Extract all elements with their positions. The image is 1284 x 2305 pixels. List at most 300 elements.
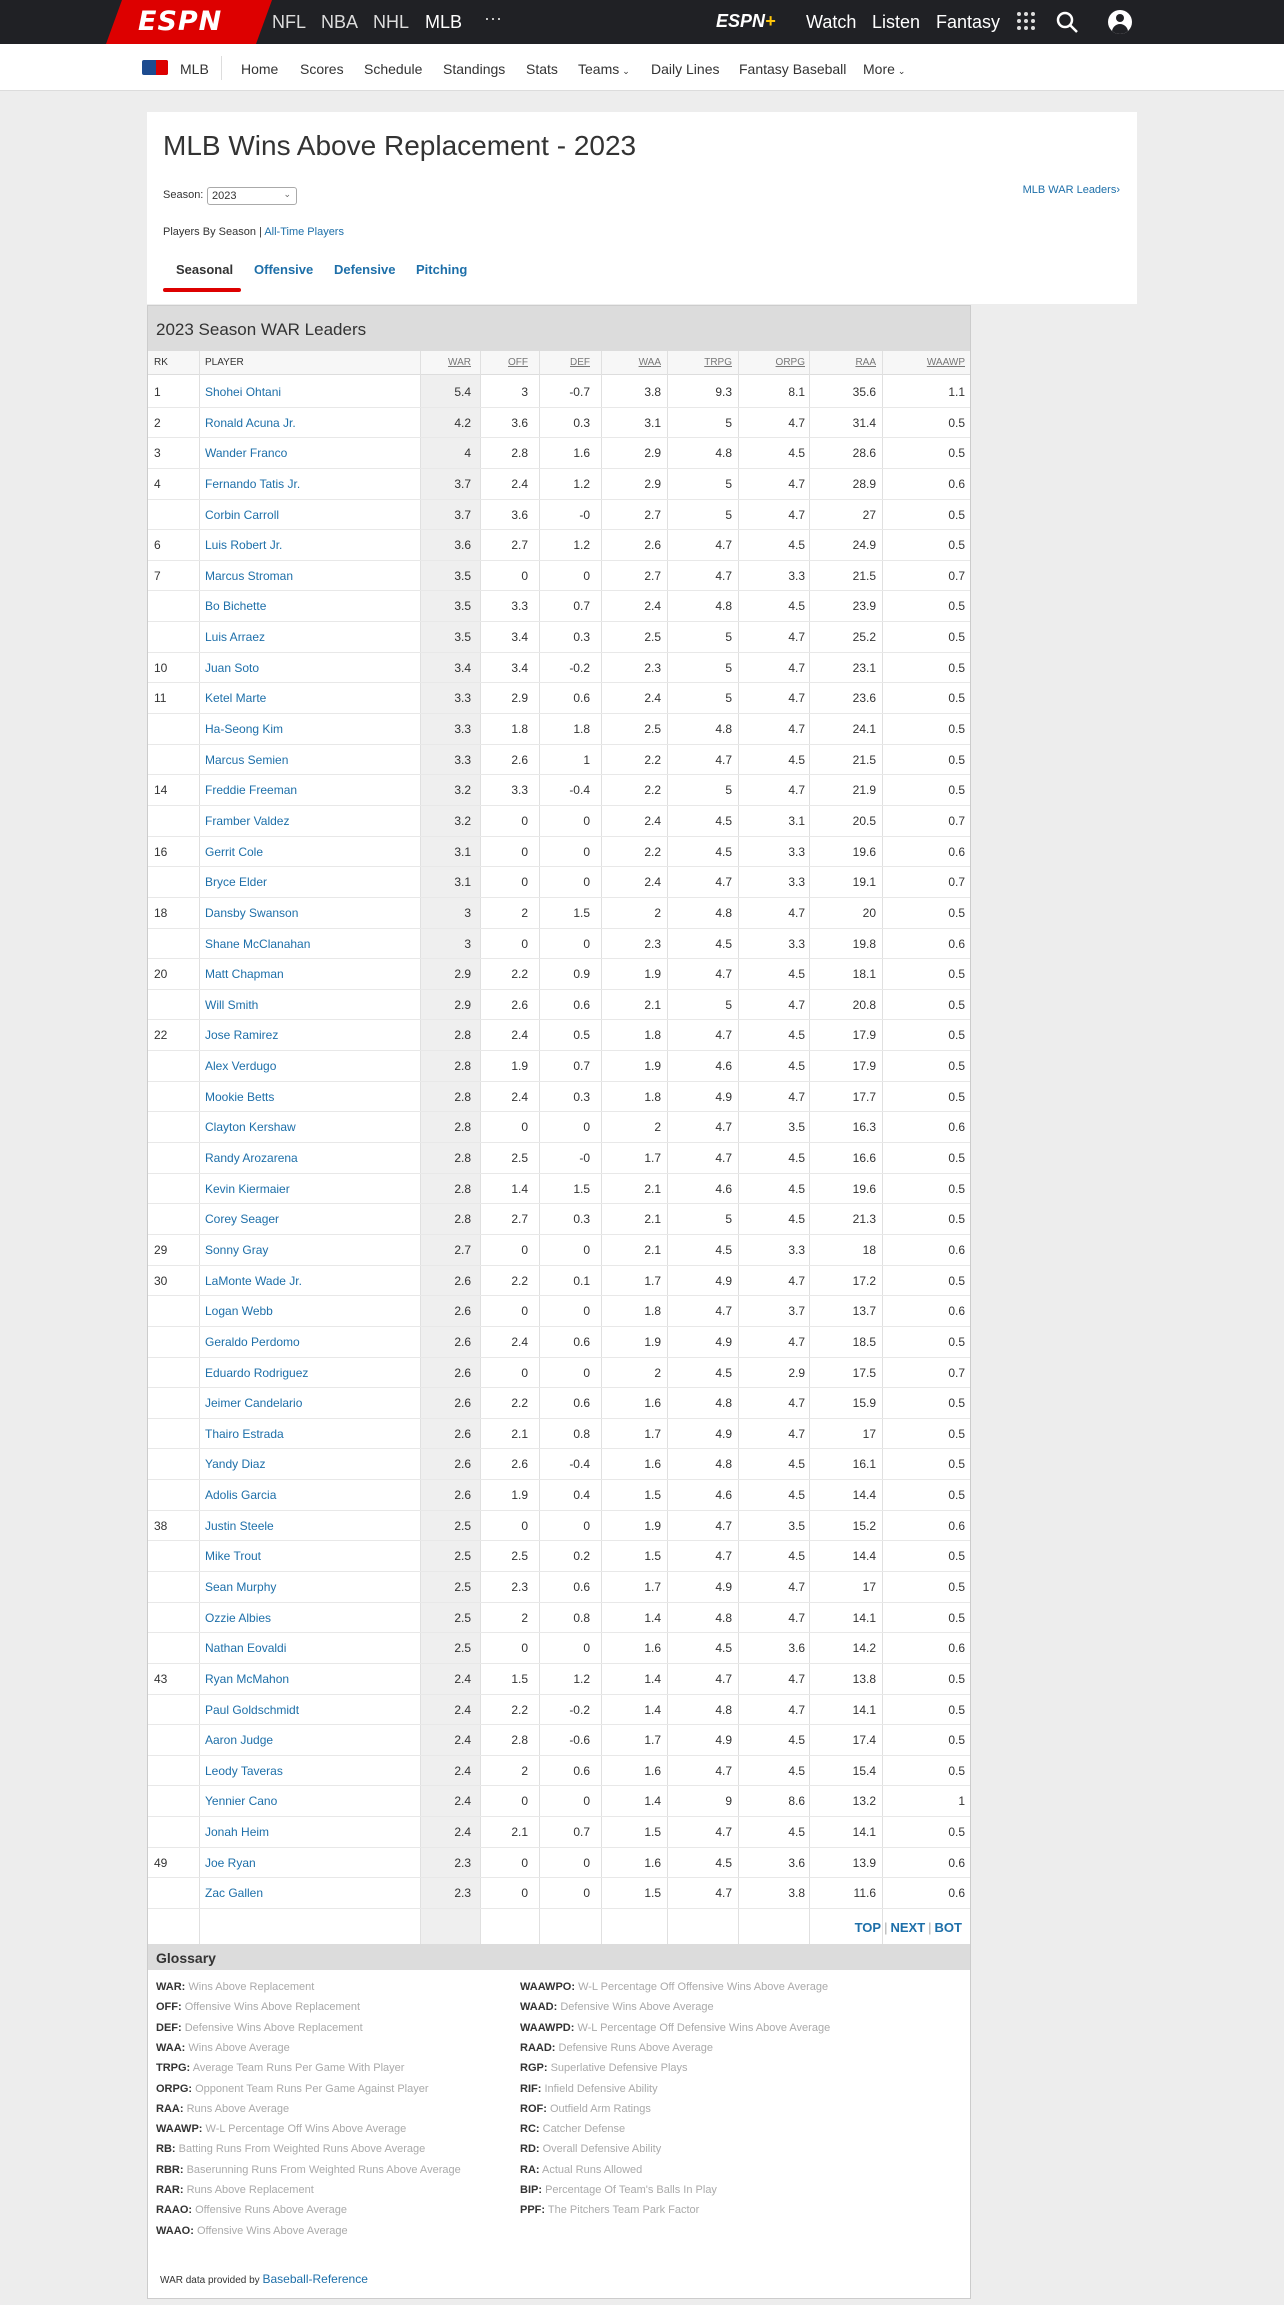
player-link[interactable]: Ketel Marte xyxy=(205,691,267,706)
glossary-title: Glossary xyxy=(156,1950,216,1966)
cell-raa: 16.1 xyxy=(852,1457,876,1472)
cell-off: 2.3 xyxy=(511,1579,528,1594)
cell-trpg: 4.7 xyxy=(715,1304,732,1319)
cell-orpg: 4.5 xyxy=(788,1549,805,1564)
cell-def: 0 xyxy=(583,936,590,951)
cell-waa: 1.7 xyxy=(644,1579,661,1594)
table-row xyxy=(148,1633,970,1664)
player-link[interactable]: Logan Webb xyxy=(205,1304,273,1319)
cell-trpg: 4.8 xyxy=(715,1396,732,1411)
cell-waawp: 0.7 xyxy=(948,568,965,583)
cell-off: 3.4 xyxy=(511,660,528,675)
glossary-item xyxy=(520,2143,661,2155)
espn-logo[interactable]: ESPN xyxy=(138,6,223,37)
cell-orpg: 3.3 xyxy=(788,875,805,890)
player-link[interactable]: Thairo Estrada xyxy=(205,1426,284,1441)
cell-war: 2.8 xyxy=(454,1212,471,1227)
player-link[interactable]: Aaron Judge xyxy=(205,1733,274,1748)
cell-orpg: 3.5 xyxy=(788,1518,805,1533)
glossary-definition: Wins Above Average xyxy=(188,2041,290,2054)
player-link[interactable]: Leody Taveras xyxy=(205,1763,283,1778)
player-link[interactable]: Matt Chapman xyxy=(205,967,284,982)
glossary-definition: Actual Runs Allowed xyxy=(542,2163,643,2176)
cell-trpg: 4.7 xyxy=(715,1763,732,1778)
player-link[interactable]: Justin Steele xyxy=(205,1518,274,1533)
cell-waa: 2.4 xyxy=(644,875,661,890)
subnav-league[interactable]: MLB xyxy=(180,61,209,77)
cell-off: 0 xyxy=(521,1641,528,1656)
col-off[interactable]: OFF xyxy=(508,357,528,368)
player-link[interactable]: Freddie Freeman xyxy=(205,783,298,798)
cell-war: 2.4 xyxy=(454,1671,471,1686)
cell-trpg: 4.7 xyxy=(715,752,732,767)
cell-raa: 14.4 xyxy=(852,1488,876,1503)
cell-off: 3.6 xyxy=(511,415,528,430)
table-row xyxy=(148,775,970,806)
tab-pitching[interactable]: Pitching xyxy=(416,262,468,277)
cell-waawp: 0.5 xyxy=(948,507,965,522)
glossary-term: RA: xyxy=(520,2163,540,2176)
cell-raa: 13.9 xyxy=(852,1855,876,1870)
glossary-definition: Defensive Runs Above Average xyxy=(558,2041,714,2054)
cell-raa: 19.6 xyxy=(852,844,876,859)
player-link[interactable]: Luis Robert Jr. xyxy=(205,538,283,553)
table-row xyxy=(148,1449,970,1480)
cell-waa: 2 xyxy=(654,1365,661,1380)
col-trpg[interactable]: TRPG xyxy=(704,357,732,368)
nav-fantasy[interactable]: Fantasy xyxy=(936,12,1001,32)
cell-orpg: 4.7 xyxy=(788,1089,805,1104)
cell-def: 0 xyxy=(583,1886,590,1901)
cell-orpg: 4.5 xyxy=(788,1733,805,1748)
war-leaders-table xyxy=(147,305,971,2299)
player-link[interactable]: Fernando Tatis Jr. xyxy=(205,476,301,491)
cell-off: 0 xyxy=(521,1794,528,1809)
cell-raa: 11.6 xyxy=(853,1886,876,1901)
table-row xyxy=(148,714,970,745)
player-link[interactable]: Will Smith xyxy=(205,997,259,1012)
cell-raa: 31.4 xyxy=(852,415,876,430)
cell-waa: 2.7 xyxy=(644,568,661,583)
cell-raa: 28.6 xyxy=(852,446,876,461)
cell-trpg: 4.7 xyxy=(715,1549,732,1564)
cell-rank: 38 xyxy=(154,1518,168,1533)
nav-watch[interactable]: Watch xyxy=(806,12,857,32)
player-link[interactable]: Wander Franco xyxy=(205,446,288,461)
table-row xyxy=(148,1786,970,1817)
nav-nfl[interactable]: NFL xyxy=(272,12,307,32)
table-row xyxy=(148,1817,970,1848)
player-link[interactable]: Adolis Garcia xyxy=(205,1488,277,1503)
glossary-definition: Defensive Wins Above Replacement xyxy=(184,2021,363,2034)
cell-trpg: 4.7 xyxy=(715,538,732,553)
cell-orpg: 4.5 xyxy=(788,967,805,982)
glossary-item xyxy=(156,2184,314,2196)
cell-off: 0 xyxy=(521,936,528,951)
cell-waawp: 0.5 xyxy=(948,1028,965,1043)
player-link[interactable]: Clayton Kershaw xyxy=(205,1120,296,1135)
player-link[interactable]: Jose Ramirez xyxy=(205,1028,279,1043)
glossary-item xyxy=(520,2103,651,2115)
player-link[interactable]: Sean Murphy xyxy=(205,1579,277,1594)
cell-rank: 14 xyxy=(154,783,168,798)
glossary-term: PPF: xyxy=(520,2204,546,2217)
cell-raa: 17.9 xyxy=(852,1059,876,1074)
cell-def: 0.7 xyxy=(573,1825,590,1840)
cell-def: -0.2 xyxy=(569,1702,590,1717)
player-link[interactable]: Yennier Cano xyxy=(205,1794,278,1809)
cell-raa: 14.1 xyxy=(852,1610,876,1625)
cell-war: 2.6 xyxy=(454,1488,471,1503)
cell-raa: 21.9 xyxy=(852,783,876,798)
cell-trpg: 4.8 xyxy=(715,722,732,737)
glossary-definition: Percentage Of Team's Balls In Play xyxy=(545,2184,717,2196)
glossary-item xyxy=(520,1981,828,1993)
cell-raa: 13.2 xyxy=(852,1794,876,1809)
cell-def: 0 xyxy=(583,1242,590,1257)
player-link[interactable]: Jeimer Candelario xyxy=(205,1396,303,1411)
subnav-schedule[interactable]: Schedule xyxy=(364,61,423,77)
player-link[interactable]: Joe Ryan xyxy=(205,1855,256,1870)
player-filter-links xyxy=(163,226,344,238)
glossary-definition: Overall Defensive Ability xyxy=(542,2143,662,2156)
subnav-home[interactable]: Home xyxy=(241,61,279,77)
all-time-players-link[interactable]: All-Time Players xyxy=(264,226,344,238)
player-link[interactable]: Nathan Eovaldi xyxy=(205,1641,287,1656)
glossary-item xyxy=(520,2083,658,2095)
col-waawp[interactable]: WAAWP xyxy=(926,357,965,368)
glossary-definition: Outfield Arm Ratings xyxy=(549,2102,651,2115)
player-link[interactable]: Yandy Diaz xyxy=(205,1457,266,1472)
cell-waawp: 0.5 xyxy=(948,1579,965,1594)
cell-waa: 1.4 xyxy=(644,1794,661,1809)
glossary-item xyxy=(520,2022,830,2034)
cell-def: 0 xyxy=(583,1794,590,1809)
glossary-item xyxy=(156,2123,406,2135)
cell-def: -0 xyxy=(579,507,590,522)
cell-waa: 1.7 xyxy=(644,1733,661,1748)
cell-orpg: 4.7 xyxy=(788,630,805,645)
cell-waa: 1.9 xyxy=(644,967,661,982)
player-link[interactable]: Randy Arozarena xyxy=(205,1151,298,1166)
cell-raa: 14.4 xyxy=(852,1549,876,1564)
cell-def: 1.5 xyxy=(573,905,590,920)
espn-plus-logo[interactable] xyxy=(716,11,776,32)
cell-waawp: 0.5 xyxy=(948,1273,965,1288)
player-link[interactable]: LaMonte Wade Jr. xyxy=(205,1273,302,1288)
pager-top-link[interactable]: TOP xyxy=(854,1920,882,1935)
nav-listen[interactable]: Listen xyxy=(872,12,921,32)
cell-orpg: 4.7 xyxy=(788,1702,805,1717)
season-select[interactable] xyxy=(207,187,297,205)
pager-bot-link[interactable]: BOT xyxy=(934,1920,962,1935)
table-row xyxy=(148,867,970,898)
cell-waawp: 0.5 xyxy=(948,599,965,614)
table-row xyxy=(148,469,970,500)
cell-war: 3.1 xyxy=(454,844,471,859)
cell-orpg: 4.7 xyxy=(788,722,805,737)
cell-off: 2.2 xyxy=(511,1702,528,1717)
player-link[interactable]: Mike Trout xyxy=(205,1549,262,1564)
cell-trpg: 4.9 xyxy=(715,1426,732,1441)
cell-rank: 29 xyxy=(154,1242,168,1257)
subnav-divider xyxy=(221,56,222,80)
cell-waawp: 0.7 xyxy=(948,1365,965,1380)
cell-raa: 14.2 xyxy=(852,1641,876,1656)
cell-orpg: 4.7 xyxy=(788,1334,805,1349)
cell-trpg: 4.5 xyxy=(715,1855,732,1870)
cell-orpg: 4.5 xyxy=(788,1151,805,1166)
cell-waawp: 0.5 xyxy=(948,1396,965,1411)
glossary-term: RGP: xyxy=(520,2062,548,2075)
cell-waawp: 0.6 xyxy=(948,476,965,491)
cell-rank: 3 xyxy=(154,446,161,461)
nav-mlb[interactable]: MLB xyxy=(425,12,463,32)
cell-orpg: 4.7 xyxy=(788,997,805,1012)
subnav-stats[interactable]: Stats xyxy=(526,61,558,77)
player-link[interactable]: Marcus Stroman xyxy=(205,568,294,583)
subnav-daily-lines[interactable]: Daily Lines xyxy=(651,61,720,77)
cell-rank: 16 xyxy=(154,844,168,859)
player-link[interactable]: Zac Gallen xyxy=(205,1886,264,1901)
cell-orpg: 4.5 xyxy=(788,1059,805,1074)
tab-seasonal[interactable]: Seasonal xyxy=(176,262,234,277)
player-link[interactable]: Juan Soto xyxy=(205,660,260,675)
cell-rank: 49 xyxy=(154,1855,168,1870)
cell-war: 3.3 xyxy=(454,752,471,767)
glossary-definition: Offensive Wins Above Replacement xyxy=(184,2001,361,2014)
glossary-term: RAAD: xyxy=(520,2041,556,2054)
cell-orpg: 4.7 xyxy=(788,905,805,920)
chevron-down-icon: ⌄ xyxy=(897,66,906,76)
cell-waawp: 0.6 xyxy=(948,844,965,859)
player-link[interactable]: Corey Seager xyxy=(205,1212,280,1227)
cell-trpg: 4.8 xyxy=(715,1457,732,1472)
tab-defensive[interactable]: Defensive xyxy=(334,262,396,277)
search-icon[interactable] xyxy=(1055,10,1079,34)
col-rk: RK xyxy=(154,357,168,368)
player-link[interactable]: Shohei Ohtani xyxy=(205,385,282,399)
cell-waa: 2.4 xyxy=(644,813,661,828)
cell-trpg: 4.7 xyxy=(715,1518,732,1533)
cell-waawp: 0.5 xyxy=(948,1671,965,1686)
cell-waa: 2 xyxy=(654,905,661,920)
cell-trpg: 9 xyxy=(725,1794,732,1809)
cell-raa: 20 xyxy=(862,905,876,920)
cell-orpg: 4.7 xyxy=(788,415,805,430)
glossary-item xyxy=(156,2022,363,2034)
cell-waa: 1.9 xyxy=(644,1518,661,1533)
cell-def: 1.8 xyxy=(573,722,590,737)
cell-waawp: 0.5 xyxy=(948,660,965,675)
cell-off: 1.9 xyxy=(511,1059,528,1074)
cell-off: 1.9 xyxy=(511,1488,528,1503)
cell-orpg: 4.5 xyxy=(788,1488,805,1503)
cell-waawp: 0.5 xyxy=(948,1549,965,1564)
cell-off: 2.6 xyxy=(511,1457,528,1472)
cell-war: 5.4 xyxy=(454,385,471,399)
cell-off: 2.2 xyxy=(511,967,528,982)
top-navbar xyxy=(0,0,1284,44)
player-link[interactable]: Ronald Acuna Jr. xyxy=(205,415,296,430)
player-link[interactable]: Geraldo Perdomo xyxy=(205,1334,300,1349)
cell-off: 3.3 xyxy=(511,783,528,798)
cell-waa: 1.9 xyxy=(644,1059,661,1074)
cell-trpg: 4.6 xyxy=(715,1488,732,1503)
cell-waawp: 0.5 xyxy=(948,415,965,430)
more-sports-icon[interactable]: ··· xyxy=(484,8,502,28)
player-link[interactable]: Kevin Kiermaier xyxy=(205,1181,290,1196)
cell-orpg: 4.7 xyxy=(788,1273,805,1288)
cell-def: 0.2 xyxy=(573,1549,590,1564)
apps-grid-icon[interactable] xyxy=(1017,12,1037,32)
player-link[interactable]: Bo Bichette xyxy=(205,599,267,614)
cell-waa: 2.9 xyxy=(644,446,661,461)
cell-off: 1.8 xyxy=(511,722,528,737)
cell-def: 0 xyxy=(583,1304,590,1319)
cell-off: 2.2 xyxy=(511,1273,528,1288)
player-link[interactable]: Sonny Gray xyxy=(205,1242,269,1257)
cell-def: 1.6 xyxy=(573,446,590,461)
glossary-term: RC: xyxy=(520,2123,540,2136)
cell-waawp: 0.5 xyxy=(948,1825,965,1840)
table-row xyxy=(148,1664,970,1695)
player-link[interactable]: Marcus Semien xyxy=(205,752,289,767)
cell-def: 0 xyxy=(583,875,590,890)
player-link[interactable]: Alex Verdugo xyxy=(205,1059,277,1074)
table-row xyxy=(148,806,970,837)
cell-def: -0.4 xyxy=(569,783,590,798)
subnav-scores[interactable]: Scores xyxy=(300,61,344,77)
cell-rank: 4 xyxy=(154,476,161,491)
glossary-item xyxy=(156,2103,289,2115)
glossary-definition: Baserunning Runs From Weighted Runs Above Average xyxy=(186,2163,461,2176)
cell-raa: 23.9 xyxy=(852,599,876,614)
cell-orpg: 4.5 xyxy=(788,1181,805,1196)
cell-waa: 1.8 xyxy=(644,1028,661,1043)
cell-war: 3.6 xyxy=(454,538,471,553)
season-select-value: 2023 xyxy=(212,190,237,202)
cell-off: 0 xyxy=(521,1304,528,1319)
player-link[interactable]: Ozzie Albies xyxy=(205,1610,272,1625)
col-orpg[interactable]: ORPG xyxy=(775,357,805,368)
subnav-teams[interactable] xyxy=(578,61,630,77)
credit-prefix: WAR data provided by xyxy=(160,2275,260,2286)
cell-waa: 2.4 xyxy=(644,599,661,614)
cell-orpg: 4.7 xyxy=(788,783,805,798)
table-row xyxy=(148,1480,970,1511)
tab-offensive[interactable]: Offensive xyxy=(254,262,314,277)
player-link[interactable]: Shane McClanahan xyxy=(205,936,311,951)
cell-orpg: 3.3 xyxy=(788,1242,805,1257)
cell-trpg: 4.9 xyxy=(715,1273,732,1288)
cell-war: 2.6 xyxy=(454,1457,471,1472)
cell-waa: 1.5 xyxy=(644,1886,661,1901)
player-link[interactable]: Jonah Heim xyxy=(205,1825,270,1840)
player-link[interactable]: Corbin Carroll xyxy=(205,507,280,522)
player-link[interactable]: Bryce Elder xyxy=(205,875,268,890)
nav-nba[interactable]: NBA xyxy=(321,12,359,32)
cell-def: 0.1 xyxy=(573,1273,590,1288)
cell-off: 3.3 xyxy=(511,599,528,614)
cell-waa: 2.2 xyxy=(644,844,661,859)
cell-trpg: 4.8 xyxy=(715,1702,732,1717)
pager-next-link[interactable]: NEXT xyxy=(890,1920,926,1935)
cell-trpg: 4.9 xyxy=(715,1733,732,1748)
player-link[interactable]: Mookie Betts xyxy=(205,1089,275,1104)
player-link[interactable]: Ryan McMahon xyxy=(205,1671,290,1686)
table-row xyxy=(148,1419,970,1450)
col-raa[interactable]: RAA xyxy=(855,357,876,368)
cell-waa: 2.1 xyxy=(644,1242,661,1257)
cell-def: 0 xyxy=(583,1641,590,1656)
cell-off: 2.8 xyxy=(511,1733,528,1748)
cell-waa: 1.8 xyxy=(644,1089,661,1104)
table-row xyxy=(148,653,970,684)
cell-trpg: 4.9 xyxy=(715,1579,732,1594)
player-link[interactable]: Ha-Seong Kim xyxy=(205,722,284,737)
col-def[interactable]: DEF xyxy=(570,357,590,368)
glossary-item xyxy=(156,1981,314,1993)
player-link[interactable]: Framber Valdez xyxy=(205,813,290,828)
player-link[interactable]: Luis Arraez xyxy=(205,630,266,645)
cell-waawp: 1.1 xyxy=(948,385,965,399)
cell-raa: 23.6 xyxy=(852,691,876,706)
nav-nhl[interactable]: NHL xyxy=(373,12,410,32)
user-icon[interactable] xyxy=(1108,10,1132,34)
cell-raa: 18.1 xyxy=(852,967,876,982)
col-war[interactable]: WAR xyxy=(448,357,471,368)
cell-off: 0 xyxy=(521,1242,528,1257)
cell-def: 0.3 xyxy=(573,415,590,430)
cell-waa: 1.4 xyxy=(644,1702,661,1717)
cell-off: 0 xyxy=(521,1855,528,1870)
cell-raa: 17.7 xyxy=(852,1089,876,1104)
cell-waawp: 0.5 xyxy=(948,967,965,982)
table-row xyxy=(148,1878,970,1909)
baseball-reference-link[interactable]: Baseball-Reference xyxy=(262,2272,368,2286)
cell-def: 0.6 xyxy=(573,997,590,1012)
player-link[interactable]: Dansby Swanson xyxy=(205,905,299,920)
glossary-definition: Catcher Defense xyxy=(542,2123,626,2136)
cell-war: 3.2 xyxy=(454,783,471,798)
cell-war: 2.5 xyxy=(454,1518,471,1533)
cell-raa: 17 xyxy=(862,1426,876,1441)
subnav-fantasy-baseball[interactable]: Fantasy Baseball xyxy=(739,61,847,77)
cell-waa: 3.1 xyxy=(644,415,661,430)
table-row xyxy=(148,1051,970,1082)
player-link[interactable]: Paul Goldschmidt xyxy=(205,1702,300,1717)
player-link[interactable]: Gerrit Cole xyxy=(205,844,264,859)
cell-war: 3.4 xyxy=(454,660,471,675)
col-player: PLAYER xyxy=(205,357,244,368)
table-row xyxy=(148,1848,970,1879)
cell-raa: 16.6 xyxy=(852,1151,876,1166)
subnav-more[interactable] xyxy=(863,61,905,77)
subnav-standings[interactable]: Standings xyxy=(443,61,506,77)
glossary-item xyxy=(520,2001,714,2013)
table-row xyxy=(148,1296,970,1327)
cell-waawp: 0.6 xyxy=(948,1886,965,1901)
cell-waawp: 0.6 xyxy=(948,1304,965,1319)
cell-waawp: 0.5 xyxy=(948,1181,965,1196)
col-waa[interactable]: WAA xyxy=(638,357,661,368)
war-leaders-link[interactable]: MLB WAR Leaders› xyxy=(1022,184,1120,196)
player-link[interactable]: Eduardo Rodriguez xyxy=(205,1365,309,1380)
glossary-term: WAAD: xyxy=(520,2001,558,2014)
cell-waawp: 0.5 xyxy=(948,1151,965,1166)
glossary-definition: The Pitchers Team Park Factor xyxy=(547,2204,700,2217)
